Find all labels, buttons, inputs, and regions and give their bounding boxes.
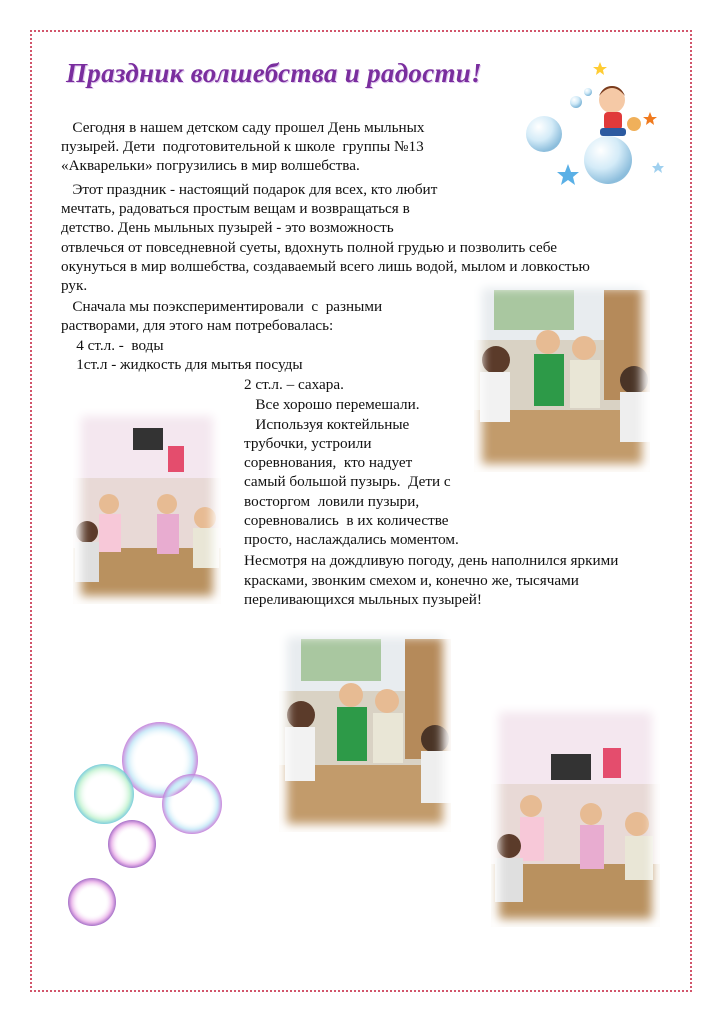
paragraph-line: соревновались в их количестве	[244, 512, 449, 529]
photo-children-blowing-bubbles-2	[279, 629, 451, 832]
paragraph-line: Сегодня в нашем детском саду прошел День мыльных	[61, 119, 425, 136]
paragraph-line: Этот праздник - настоящий подарок для всех, кто любит	[61, 181, 438, 198]
photo-children-at-table-2	[491, 704, 660, 927]
paragraph-line: Несмотря на дождливую погоду, день наполнился яркими	[244, 552, 619, 569]
girl-on-bubbles-icon	[516, 62, 676, 222]
paragraph-line: отвлечься от повседневной суеты, вдохнуть полной грудью и позволить себе	[61, 239, 557, 256]
paragraph-line: «Акварельки» погрузились в мир волшебства.	[61, 157, 360, 174]
paragraph-line: просто, наслаждались моментом.	[244, 531, 459, 548]
paragraph-line: пузырей. Дети подготовительной к школе группы №13	[61, 138, 424, 155]
paragraph-line: самый большой пузырь. Дети с	[244, 473, 451, 490]
recipe-item: 2 ст.л. – сахара.	[244, 376, 344, 393]
paragraph-line: Используя коктейльные	[244, 416, 410, 433]
paragraph-line: трубочки, устроили	[244, 435, 372, 452]
paragraph-line: рук.	[61, 277, 88, 294]
paragraph-line: Сначала мы поэкспериментировали с разными	[61, 298, 383, 315]
paragraph-line: растворами, для этого нам потребовалась:	[61, 317, 334, 334]
photo-children-at-table-1	[73, 408, 221, 604]
paragraph-line: окунуться в мир волшебства, создаваемый всего лишь водой, мылом и ловкостью	[61, 258, 590, 275]
paragraph-line: соревнования, кто надует	[244, 454, 413, 471]
paragraph-line: Все хорошо перемешали.	[244, 396, 420, 413]
soap-bubbles-icon	[64, 718, 234, 932]
paragraph-line: детство. День мыльных пузырей - это возможность	[61, 219, 394, 236]
page-title: Праздник волшебства и радости!	[66, 58, 482, 88]
paragraph-line: красками, звонким смехом и, конечно же, тысячами	[244, 572, 579, 589]
recipe-item: 1ст.л - жидкость для мытья посуды	[61, 356, 303, 373]
paragraph-line: переливающихся мыльных пузырей!	[244, 591, 482, 608]
paragraph-line: мечтать, радоваться простым вещам и возвращаться в	[61, 200, 410, 217]
paragraph-line: восторгом ловили пузыри,	[244, 493, 420, 510]
recipe-item: 4 ст.л. - воды	[61, 337, 164, 354]
photo-children-blowing-bubbles-1	[474, 280, 650, 472]
